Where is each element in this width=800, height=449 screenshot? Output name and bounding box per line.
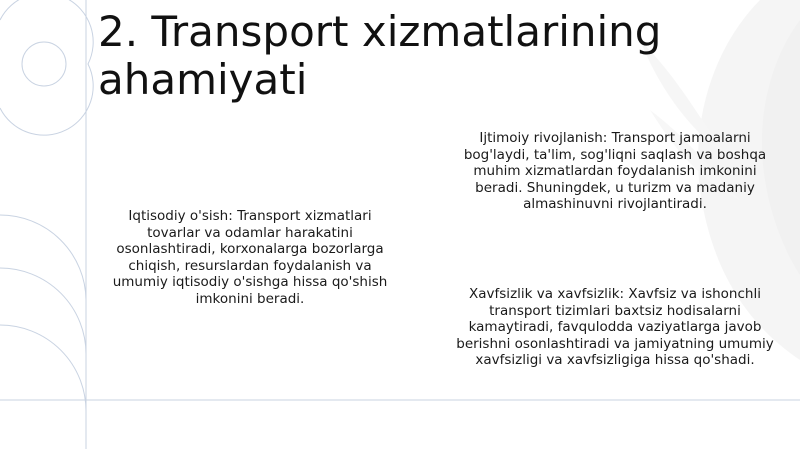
slide-title: 2. Transport xizmatlarining ahamiyati — [98, 7, 662, 104]
social-development-text: Ijtimoiy rivojlanish: Transport jamoalarni bog'laydi, ta'lim, sog'liqni saqlash va boshqa muhim xizmatlardan foydalanish imkonini beradi. Shuningdek, u turizm va madaniy almashinuvni rivojlantiradi. — [463, 130, 767, 212]
safety-security-text: Xavfsizlik va xavfsizlik: Xavfsiz va ishonchli transport tizimlari baxtsiz hodisalarni kamaytiradi, favqulodda vaziyatlarga javob berishni osonlashtiradi va jamiyatning umumiy xavfsizligi va xavfsizligiga hissa qo'shadi. — [456, 286, 774, 368]
economic-growth-text: Iqtisodiy o'sish: Transport xizmatlari tovarlar va odamlar harakatini osonlashtiradi, korxonalarga bozorlarga chiqish, resurslardan foydalanish va umumiy iqtisodiy o'sishga hissa qo'shish imkonini beradi. — [112, 208, 388, 307]
